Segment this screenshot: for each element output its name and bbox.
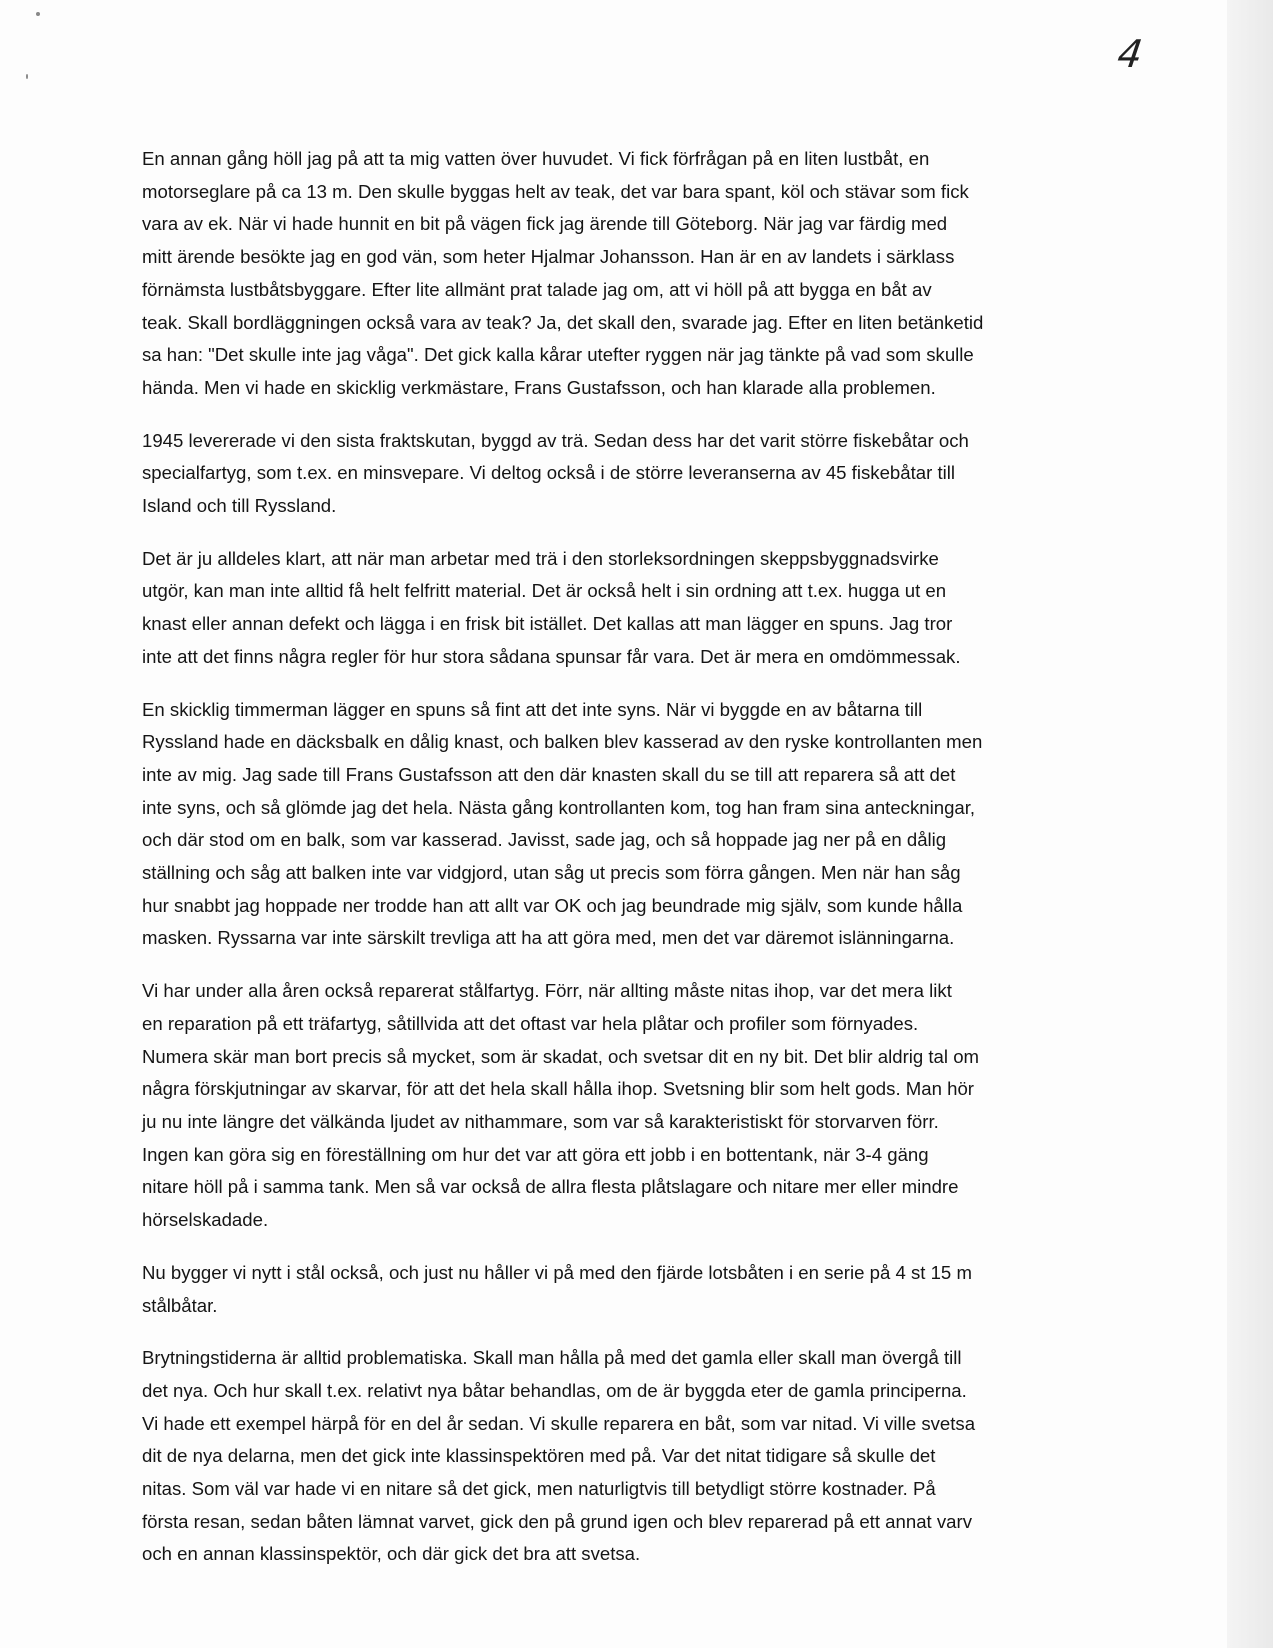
text-line: ställning och såg att balken inte var vidgjord, utan såg ut precis som förra gången. Men när han såg	[142, 862, 961, 884]
text-line: mitt ärende besökte jag en god vän, som heter Hjalmar Johansson. Han är en av landets i särklass	[142, 246, 955, 268]
text-line: En skicklig timmerman lägger en spuns så fint att det inte syns. När vi byggde en av båtarna till	[142, 698, 923, 720]
text-line: och där stod om en balk, som var kasserad. Javisst, sade jag, och så hoppade jag ner på en dålig	[142, 829, 947, 851]
text-line: En annan gång höll jag på att ta mig vatten över huvudet. Vi fick förfrågan på en liten lustbåt, en	[142, 148, 930, 169]
text-line: sa han: "Det skulle inte jag våga". Det gick kalla kårar utefter ryggen när jag tänkte på vad som skulle	[142, 344, 974, 366]
text-line: masken. Ryssarna var inte särskilt trevliga att ha att göra med, men det var däremot islänningarna.	[142, 927, 955, 949]
paragraph	[142, 975, 1087, 1237]
text-line: Vi hade ett exempel härpå för en del år sedan. Vi skulle reparera en båt, som var nitad. Vi ville svetsa	[142, 1412, 976, 1434]
text-line: 1945 levererade vi den sista fraktskutan, byggd av trä. Sedan dess har det varit större fiskebåtar och	[142, 429, 969, 451]
text-line: Nu bygger vi nytt i stål också, och just nu håller vi på med den fjärde lotsbåten i en serie på 4 st 15 m	[142, 1261, 972, 1283]
text-line: förnämsta lustbåtsbyggare. Efter lite allmänt prat talade jag om, att vi höll på att bygga en båt av	[142, 278, 932, 300]
paragraph	[142, 694, 1087, 956]
scan-speck	[26, 74, 28, 79]
text-line: nitare höll på i samma tank. Men så var också de allra flesta plåtslagare och nitare mer eller mindre	[142, 1176, 959, 1198]
scan-speck	[36, 12, 40, 16]
paragraph	[142, 1257, 1087, 1322]
text-line: hur snabbt jag hoppade ner trodde han att allt var OK och jag beundrade mig själv, som kunde hålla	[142, 894, 963, 916]
text-line: en reparation på ett träfartyg, såtillvida att det oftast var hela plåtar och profiler som förnyades.	[142, 1012, 919, 1034]
text-line: specialfartyg, som t.ex. en minsvepare. Vi deltog också i de större leveranserna av 45 fiskebåtar till	[142, 462, 956, 484]
text-line: utgör, kan man inte alltid få helt felfritt material. Det är också helt i sin ordning att t.ex. hugga ut en	[142, 580, 947, 602]
scan-edge-shadow	[1227, 0, 1273, 1648]
text-line: Island och till Ryssland.	[142, 495, 337, 517]
text-line: knast eller annan defekt och lägga i en frisk bit istället. Det kallas att man lägger en spuns. Jag tror	[142, 613, 953, 635]
text-line: Numera skär man bort precis så mycket, som är skadat, och svetsar dit en ny bit. Det blir aldrig tal om	[142, 1045, 980, 1067]
text-line: motorseglare på ca 13 m. Den skulle byggas helt av teak, det var bara spant, köl och stävar som fick	[142, 180, 969, 202]
text-line: inte syns, och så glömde jag det hela. Nästa gång kontrollanten kom, tog han fram sina anteckningar,	[142, 796, 976, 818]
text-line: inte att det finns några regler för hur stora sådana spunsar får vara. Det är mera en omdömmessak.	[142, 645, 961, 667]
paragraph	[142, 143, 1087, 405]
text-line: det nya. Och hur skall t.ex. relativt nya båtar behandlas, om de är byggda eter de gamla principerna.	[142, 1379, 967, 1401]
text-line: hörselskadade.	[142, 1209, 269, 1231]
text-line: Ingen kan göra sig en föreställning om hur det var att göra ett jobb i en bottentank, när 3-4 gäng	[142, 1143, 929, 1165]
text-line: hända. Men vi hade en skicklig verkmästare, Frans Gustafsson, och han klarade alla problemen.	[142, 376, 936, 398]
text-line: Brytningstiderna är alltid problematiska. Skall man hålla på med det gamla eller skall man övergå till	[142, 1347, 962, 1369]
text-line: ju nu inte längre det välkända ljudet av nithammare, som var så karakteristiskt för storvarven förr.	[142, 1110, 939, 1132]
paragraph	[142, 1342, 1087, 1571]
paragraph	[142, 425, 1087, 523]
text-line: Vi har under alla åren också reparerat stålfartyg. Förr, när allting måste nitas ihop, var det mera likt	[142, 980, 952, 1002]
text-line: teak. Skall bordläggningen också vara av teak? Ja, det skall den, svarade jag. Efter en liten betänketid	[142, 311, 984, 333]
text-line: stålbåtar.	[142, 1294, 218, 1316]
text-line: några förskjutningar av skarvar, för att det hela skall hålla ihop. Svetsning blir som helt gods. Man hör	[142, 1078, 974, 1100]
document-body	[142, 143, 1087, 1591]
paragraph	[142, 543, 1087, 674]
text-line: och en annan klassinspektör, och där gick det bra att svetsa.	[142, 1543, 641, 1565]
text-line: inte av mig. Jag sade till Frans Gustafsson att den där knasten skall du se till att reparera så att det	[142, 763, 956, 785]
text-line: dit de nya delarna, men det gick inte klassinspektören med på. Var det nitat tidigare så skulle det	[142, 1445, 936, 1467]
page-number: 4	[1114, 32, 1146, 76]
text-line: första resan, sedan båten lämnat varvet, gick den på grund igen och blev reparerad på ett annat varv	[142, 1510, 973, 1532]
text-line: Det är ju alldeles klart, att när man arbetar med trä i den storleksordningen skeppsbyggnadsvirke	[142, 547, 939, 569]
text-line: nitas. Som väl var hade vi en nitare så det gick, men naturligtvis till betydligt större kostnader. På	[142, 1478, 936, 1500]
text-line: Ryssland hade en däcksbalk en dålig knast, och balken blev kasserad av den ryske kontrollanten men	[142, 731, 983, 753]
text-line: vara av ek. När vi hade hunnit en bit på vägen fick jag ärende till Göteborg. När jag var färdig med	[142, 213, 948, 235]
